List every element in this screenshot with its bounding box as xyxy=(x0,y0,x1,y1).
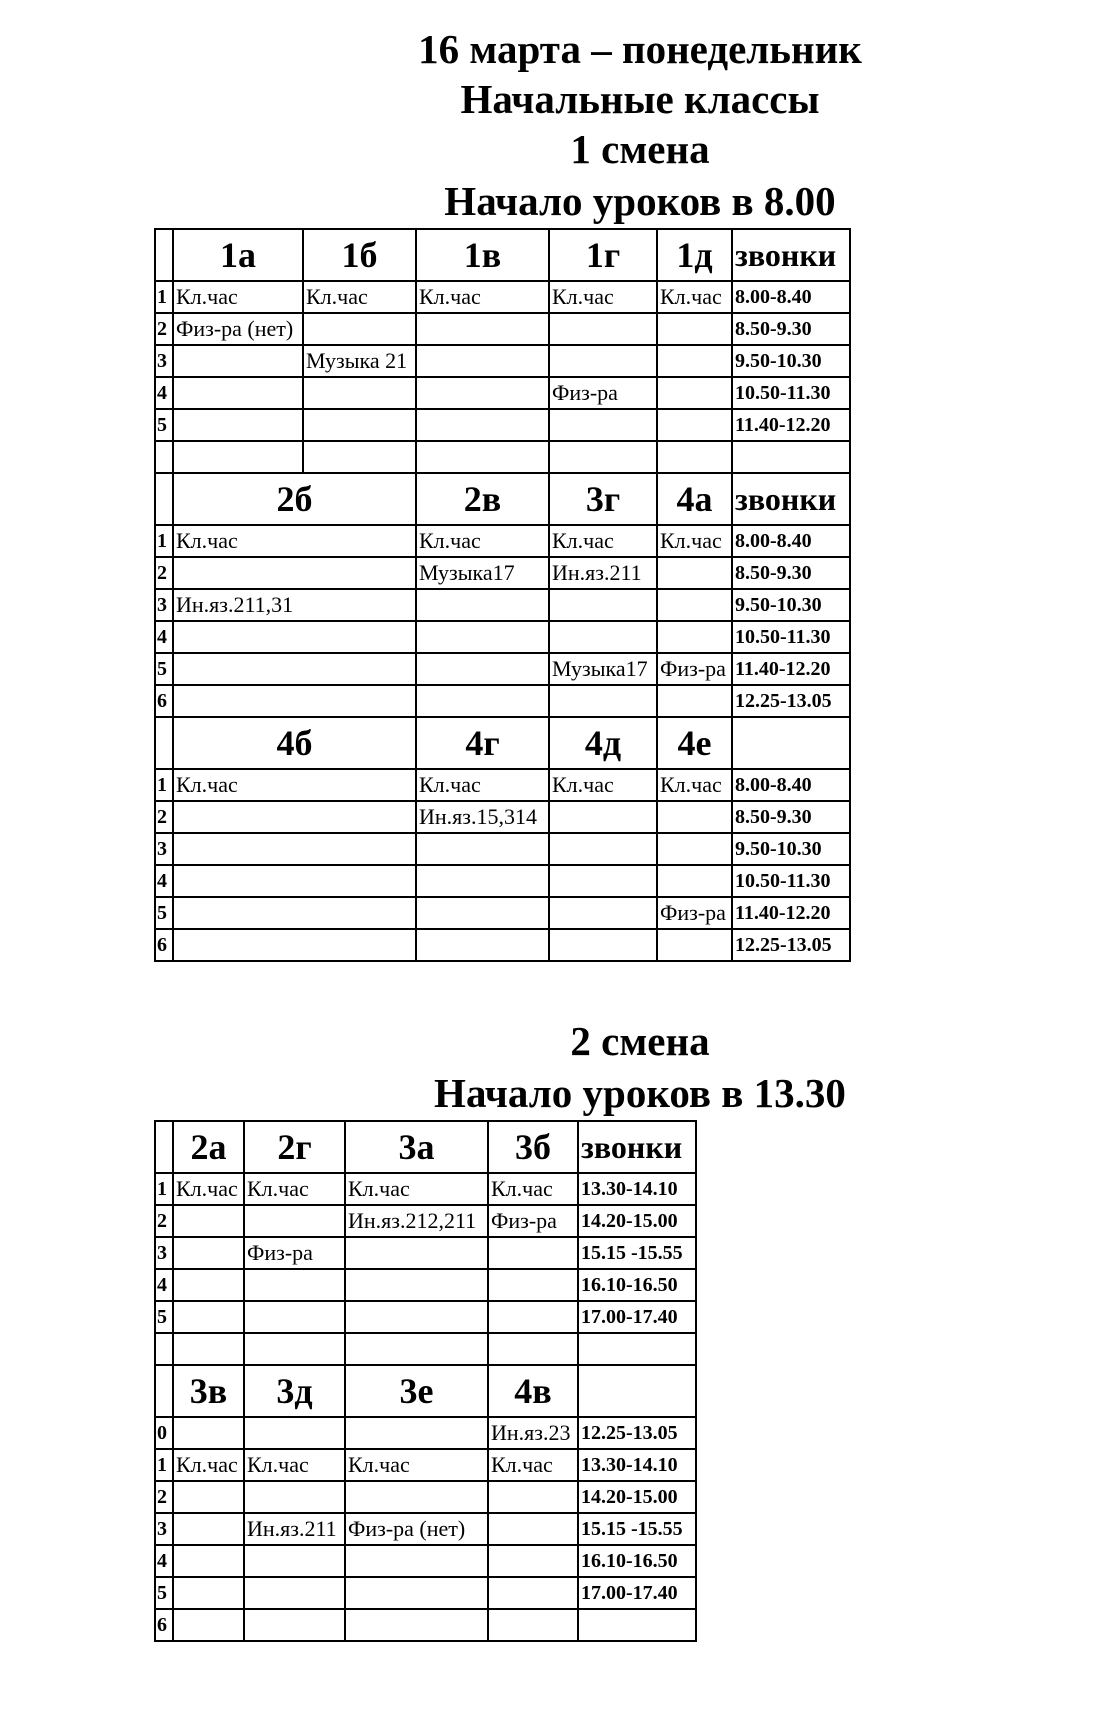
lesson-row xyxy=(155,525,850,557)
lesson-cell xyxy=(488,1301,578,1333)
row-number-header xyxy=(155,229,173,281)
lesson-row xyxy=(155,1269,696,1301)
lesson-row xyxy=(155,1577,696,1609)
lesson-cell: Кл.час xyxy=(488,1449,578,1481)
bell-time: 15.15 -15.55 xyxy=(578,1237,696,1269)
lesson-cell xyxy=(488,1333,578,1365)
bell-time: 16.10-16.50 xyxy=(578,1269,696,1301)
bell-time: 9.50-10.30 xyxy=(732,345,850,377)
bell-time: 11.40-12.20 xyxy=(732,409,850,441)
lesson-cell: Кл.час xyxy=(549,281,657,313)
shift-2-schedule-table xyxy=(154,1120,697,1642)
lesson-cell xyxy=(657,929,732,961)
lesson-row xyxy=(155,1333,696,1365)
lesson-cell: Ин.яз.211 xyxy=(244,1513,345,1545)
lesson-cell: Ин.яз.23 xyxy=(488,1417,578,1449)
lesson-cell xyxy=(488,1513,578,1545)
lesson-cell xyxy=(303,313,416,345)
class-header: 4б xyxy=(173,717,416,769)
lesson-cell: Ин.яз.211,31 xyxy=(173,589,416,621)
lesson-cell xyxy=(173,1417,244,1449)
lesson-cell xyxy=(416,621,549,653)
lesson-cell: Кл.час xyxy=(657,525,732,557)
lesson-cell xyxy=(416,897,549,929)
bell-time: 9.50-10.30 xyxy=(732,833,850,865)
class-header: 4г xyxy=(416,717,549,769)
lesson-row xyxy=(155,441,850,473)
lesson-cell xyxy=(244,1333,345,1365)
lesson-number: 1 xyxy=(155,769,173,801)
lesson-cell: Ин.яз.212,211 xyxy=(345,1205,488,1237)
lesson-row xyxy=(155,1173,696,1205)
lesson-row xyxy=(155,653,850,685)
class-header: 3д xyxy=(244,1365,345,1417)
lesson-number: 4 xyxy=(155,377,173,409)
class-header: 2в xyxy=(416,473,549,525)
lesson-number: 2 xyxy=(155,801,173,833)
lesson-cell xyxy=(488,1269,578,1301)
lesson-row xyxy=(155,801,850,833)
class-header: 2г xyxy=(244,1121,345,1173)
lesson-cell xyxy=(657,441,732,473)
bell-time xyxy=(578,1609,696,1641)
lesson-cell xyxy=(488,1609,578,1641)
class-header: 4в xyxy=(488,1365,578,1417)
lesson-row xyxy=(155,1481,696,1513)
shift-1-start-time: Начало уроков в 8.00 xyxy=(444,178,836,224)
lesson-number: 2 xyxy=(155,557,173,589)
class-header: 3в xyxy=(173,1365,244,1417)
lesson-cell xyxy=(244,1269,345,1301)
lesson-cell: Кл.час xyxy=(173,1173,244,1205)
lesson-number: 4 xyxy=(155,621,173,653)
lesson-cell: Кл.час xyxy=(416,769,549,801)
lesson-cell xyxy=(416,833,549,865)
lesson-cell: Кл.час xyxy=(657,769,732,801)
schedule-date: 16 марта – понедельник xyxy=(418,26,862,72)
lesson-row xyxy=(155,1609,696,1641)
lesson-cell: Кл.час xyxy=(657,281,732,313)
lesson-number: 1 xyxy=(155,281,173,313)
lesson-cell xyxy=(657,865,732,897)
lesson-row xyxy=(155,345,850,377)
lesson-cell: Кл.час xyxy=(173,281,303,313)
lesson-cell: Кл.час xyxy=(416,525,549,557)
bell-time: 12.25-13.05 xyxy=(732,929,850,961)
class-header: 2б xyxy=(173,473,416,525)
lesson-cell xyxy=(173,1269,244,1301)
lesson-row xyxy=(155,377,850,409)
row-number-header xyxy=(155,473,173,525)
lesson-cell xyxy=(173,441,303,473)
class-header-row xyxy=(155,229,850,281)
class-header: 3г xyxy=(549,473,657,525)
lesson-cell xyxy=(416,653,549,685)
lesson-number: 3 xyxy=(155,1237,173,1269)
lesson-cell: Музыка17 xyxy=(416,557,549,589)
lesson-cell xyxy=(173,801,416,833)
lesson-cell xyxy=(244,1609,345,1641)
lesson-cell xyxy=(173,1577,244,1609)
lesson-number: 3 xyxy=(155,589,173,621)
lesson-cell xyxy=(657,557,732,589)
bell-time: 10.50-11.30 xyxy=(732,377,850,409)
lesson-cell xyxy=(657,345,732,377)
lesson-cell xyxy=(549,801,657,833)
lesson-cell xyxy=(549,621,657,653)
lesson-cell xyxy=(416,865,549,897)
lesson-number: 6 xyxy=(155,1609,173,1641)
lesson-cell xyxy=(416,685,549,717)
shift-2-title: 2 смена xyxy=(570,1018,710,1064)
bell-time: 12.25-13.05 xyxy=(578,1417,696,1449)
lesson-cell xyxy=(345,1333,488,1365)
lesson-cell xyxy=(416,377,549,409)
lesson-number: 2 xyxy=(155,1481,173,1513)
lesson-cell: Кл.час xyxy=(345,1449,488,1481)
lesson-row xyxy=(155,621,850,653)
lesson-cell xyxy=(416,929,549,961)
bells-header: звонки xyxy=(578,1121,696,1173)
lesson-cell xyxy=(549,345,657,377)
lesson-number: 4 xyxy=(155,1545,173,1577)
bell-time xyxy=(732,441,850,473)
lesson-cell xyxy=(549,409,657,441)
lesson-cell xyxy=(345,1577,488,1609)
lesson-cell xyxy=(173,1237,244,1269)
lesson-cell xyxy=(549,441,657,473)
bell-time: 9.50-10.30 xyxy=(732,589,850,621)
lesson-number: 5 xyxy=(155,409,173,441)
lesson-cell xyxy=(173,897,416,929)
lesson-row xyxy=(155,409,850,441)
lesson-cell xyxy=(173,1609,244,1641)
lesson-cell xyxy=(173,1545,244,1577)
bell-time: 8.50-9.30 xyxy=(732,313,850,345)
lesson-row xyxy=(155,1449,696,1481)
lesson-row xyxy=(155,1545,696,1577)
lesson-cell xyxy=(303,377,416,409)
lesson-cell xyxy=(549,897,657,929)
class-header: 1б xyxy=(303,229,416,281)
lesson-cell xyxy=(173,621,416,653)
lesson-number: 2 xyxy=(155,313,173,345)
lesson-row xyxy=(155,1205,696,1237)
lesson-cell xyxy=(657,409,732,441)
lesson-cell: Ин.яз.211 xyxy=(549,557,657,589)
lesson-cell xyxy=(173,345,303,377)
lesson-cell xyxy=(244,1205,345,1237)
bell-time: 17.00-17.40 xyxy=(578,1577,696,1609)
lesson-cell xyxy=(173,833,416,865)
class-header: 4а xyxy=(657,473,732,525)
lesson-row xyxy=(155,557,850,589)
lesson-cell xyxy=(244,1417,345,1449)
lesson-row xyxy=(155,313,850,345)
lesson-cell: Физ-ра xyxy=(244,1237,345,1269)
lesson-number: 3 xyxy=(155,833,173,865)
row-number-header xyxy=(155,717,173,769)
lesson-cell: Кл.час xyxy=(244,1449,345,1481)
lesson-number: 3 xyxy=(155,345,173,377)
bell-time: 8.50-9.30 xyxy=(732,557,850,589)
lesson-cell xyxy=(416,441,549,473)
lesson-row xyxy=(155,865,850,897)
shift-2-start-time: Начало уроков в 13.30 xyxy=(434,1070,846,1116)
lesson-cell xyxy=(657,833,732,865)
class-header: 1д xyxy=(657,229,732,281)
lesson-number: 5 xyxy=(155,897,173,929)
lesson-cell xyxy=(303,441,416,473)
lesson-cell xyxy=(549,865,657,897)
lesson-cell xyxy=(173,653,416,685)
lesson-cell xyxy=(303,409,416,441)
lesson-cell xyxy=(488,1481,578,1513)
lesson-cell: Кл.час xyxy=(173,1449,244,1481)
lesson-cell: Кл.час xyxy=(303,281,416,313)
lesson-number: 5 xyxy=(155,653,173,685)
section-title: Начальные классы xyxy=(460,76,820,122)
lesson-number: 5 xyxy=(155,1301,173,1333)
bells-header: звонки xyxy=(732,229,850,281)
lesson-cell xyxy=(173,1333,244,1365)
lesson-cell: Кл.час xyxy=(345,1173,488,1205)
lesson-cell: Кл.час xyxy=(416,281,549,313)
lesson-cell: Физ-ра xyxy=(657,653,732,685)
lesson-cell: Кл.час xyxy=(549,769,657,801)
bell-time: 14.20-15.00 xyxy=(578,1481,696,1513)
lesson-number: 4 xyxy=(155,1269,173,1301)
lesson-cell: Музыка17 xyxy=(549,653,657,685)
bells-header xyxy=(732,717,850,769)
lesson-cell xyxy=(244,1301,345,1333)
lesson-row xyxy=(155,929,850,961)
lesson-cell xyxy=(345,1269,488,1301)
lesson-cell xyxy=(173,1481,244,1513)
lesson-cell xyxy=(549,313,657,345)
lesson-row xyxy=(155,589,850,621)
lesson-cell: Кл.час xyxy=(173,769,416,801)
lesson-cell xyxy=(173,1205,244,1237)
bell-time: 12.25-13.05 xyxy=(732,685,850,717)
bell-time xyxy=(578,1333,696,1365)
lesson-cell xyxy=(173,377,303,409)
lesson-cell xyxy=(345,1481,488,1513)
lesson-cell xyxy=(488,1237,578,1269)
lesson-cell xyxy=(173,409,303,441)
lesson-cell xyxy=(345,1545,488,1577)
class-header: 1в xyxy=(416,229,549,281)
bell-time: 8.00-8.40 xyxy=(732,769,850,801)
bell-time: 13.30-14.10 xyxy=(578,1449,696,1481)
bells-header xyxy=(578,1365,696,1417)
bell-time: 17.00-17.40 xyxy=(578,1301,696,1333)
lesson-number: 1 xyxy=(155,1173,173,1205)
lesson-cell: Ин.яз.15,314 xyxy=(416,801,549,833)
lesson-cell xyxy=(657,313,732,345)
lesson-cell xyxy=(173,685,416,717)
lesson-cell: Физ-ра (нет) xyxy=(173,313,303,345)
lesson-cell xyxy=(416,313,549,345)
lesson-number: 3 xyxy=(155,1513,173,1545)
lesson-cell xyxy=(173,557,416,589)
bell-time: 14.20-15.00 xyxy=(578,1205,696,1237)
row-number-header xyxy=(155,1121,173,1173)
lesson-number: 6 xyxy=(155,929,173,961)
bell-time: 10.50-11.30 xyxy=(732,865,850,897)
class-header: 4е xyxy=(657,717,732,769)
row-number-header xyxy=(155,1365,173,1417)
lesson-row xyxy=(155,897,850,929)
lesson-cell xyxy=(549,929,657,961)
class-header: 3б xyxy=(488,1121,578,1173)
bell-time: 16.10-16.50 xyxy=(578,1545,696,1577)
lesson-number: 4 xyxy=(155,865,173,897)
lesson-row xyxy=(155,1513,696,1545)
lesson-number xyxy=(155,441,173,473)
lesson-number xyxy=(155,1333,173,1365)
lesson-row xyxy=(155,1301,696,1333)
lesson-row xyxy=(155,769,850,801)
class-header: 1г xyxy=(549,229,657,281)
class-header: 3а xyxy=(345,1121,488,1173)
bells-header: звонки xyxy=(732,473,850,525)
lesson-cell: Кл.час xyxy=(549,525,657,557)
bell-time: 11.40-12.20 xyxy=(732,653,850,685)
bell-time: 15.15 -15.55 xyxy=(578,1513,696,1545)
class-header: 2а xyxy=(173,1121,244,1173)
lesson-cell: Кл.час xyxy=(173,525,416,557)
lesson-cell: Кл.час xyxy=(244,1173,345,1205)
lesson-cell xyxy=(549,685,657,717)
lesson-cell: Музыка 21 xyxy=(303,345,416,377)
lesson-cell xyxy=(416,345,549,377)
lesson-cell xyxy=(657,685,732,717)
lesson-cell xyxy=(244,1577,345,1609)
lesson-row xyxy=(155,1417,696,1449)
lesson-cell xyxy=(173,1513,244,1545)
class-header: 4д xyxy=(549,717,657,769)
lesson-cell xyxy=(173,865,416,897)
lesson-number: 2 xyxy=(155,1205,173,1237)
lesson-number: 1 xyxy=(155,525,173,557)
lesson-cell xyxy=(345,1417,488,1449)
lesson-cell xyxy=(345,1609,488,1641)
lesson-cell: Физ-ра xyxy=(488,1205,578,1237)
bell-time: 10.50-11.30 xyxy=(732,621,850,653)
lesson-cell xyxy=(345,1237,488,1269)
lesson-cell xyxy=(244,1545,345,1577)
lesson-cell xyxy=(549,833,657,865)
lesson-number: 5 xyxy=(155,1577,173,1609)
class-header-row xyxy=(155,1365,696,1417)
lesson-cell xyxy=(173,1301,244,1333)
class-header: 1а xyxy=(173,229,303,281)
lesson-number: 6 xyxy=(155,685,173,717)
bell-time: 8.50-9.30 xyxy=(732,801,850,833)
lesson-cell: Физ-ра xyxy=(657,897,732,929)
bell-time: 8.00-8.40 xyxy=(732,281,850,313)
shift-1-title: 1 смена xyxy=(570,126,710,172)
lesson-cell: Кл.час xyxy=(488,1173,578,1205)
lesson-cell: Физ-ра (нет) xyxy=(345,1513,488,1545)
lesson-cell xyxy=(657,589,732,621)
lesson-row xyxy=(155,685,850,717)
bell-time: 11.40-12.20 xyxy=(732,897,850,929)
class-header: 3е xyxy=(345,1365,488,1417)
lesson-row xyxy=(155,833,850,865)
lesson-cell xyxy=(416,409,549,441)
shift-1-schedule-table xyxy=(154,228,851,962)
lesson-cell xyxy=(416,589,549,621)
lesson-row xyxy=(155,281,850,313)
lesson-cell xyxy=(549,589,657,621)
lesson-cell: Физ-ра xyxy=(549,377,657,409)
lesson-cell xyxy=(244,1481,345,1513)
lesson-row xyxy=(155,1237,696,1269)
lesson-number: 1 xyxy=(155,1449,173,1481)
lesson-cell xyxy=(173,929,416,961)
lesson-cell xyxy=(657,621,732,653)
class-header-row xyxy=(155,1121,696,1173)
lesson-cell xyxy=(345,1301,488,1333)
class-header-row xyxy=(155,717,850,769)
bell-time: 13.30-14.10 xyxy=(578,1173,696,1205)
lesson-cell xyxy=(488,1545,578,1577)
lesson-cell xyxy=(657,801,732,833)
lesson-cell xyxy=(488,1577,578,1609)
lesson-number: 0 xyxy=(155,1417,173,1449)
bell-time: 8.00-8.40 xyxy=(732,525,850,557)
lesson-cell xyxy=(657,377,732,409)
class-header-row xyxy=(155,473,850,525)
